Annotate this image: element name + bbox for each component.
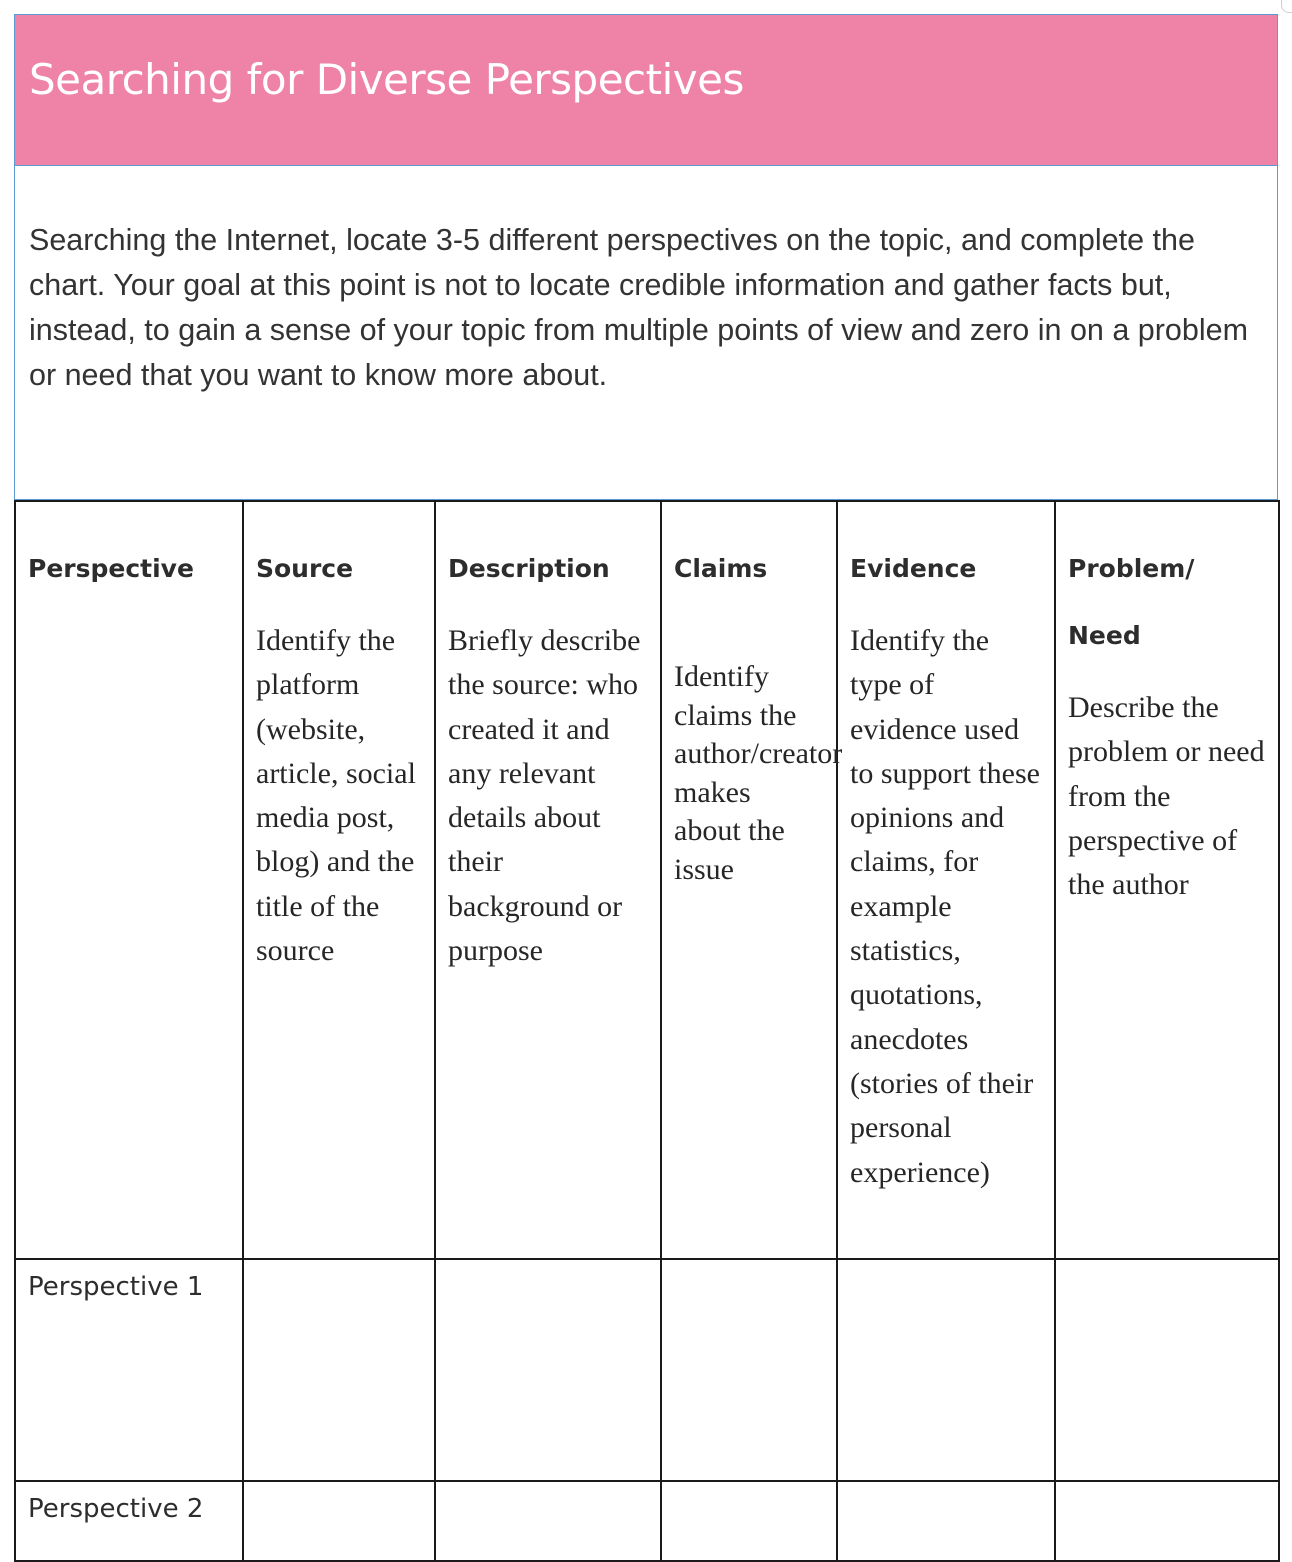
description-input-cell[interactable] [435, 1481, 661, 1561]
title-banner [14, 14, 1278, 166]
header-description: Description [448, 554, 610, 583]
claims-input-cell[interactable] [661, 1259, 837, 1481]
instructions-text: Searching the Internet, locate 3-5 different perspectives on the topic, and complete the chart. Your goal at this point is not to locate credible information and gather facts but, instead, to gain a sense of your topic from multiple points of view and zero in on a problem or need that you want to know more about. [29, 223, 1248, 392]
document [14, 14, 1278, 1562]
source-input-cell[interactable] [243, 1259, 435, 1481]
header-cell-problem [1055, 501, 1279, 1259]
header-row [15, 501, 1279, 1259]
header-claims: Claims [674, 554, 768, 583]
claims-input-cell[interactable] [661, 1481, 837, 1561]
instructions-box [14, 166, 1278, 500]
row-label-cell [15, 1481, 243, 1561]
header-problem-line1: Problem/ [1068, 554, 1195, 583]
claims-instructions: Identify claims the author/creator makes about the issue [674, 660, 843, 886]
table-row [15, 1259, 1279, 1481]
header-evidence: Evidence [850, 554, 977, 583]
header-cell-perspective [15, 501, 243, 1259]
header-cell-claims [661, 501, 843, 1259]
header-problem-line2: Need [1068, 621, 1141, 650]
perspectives-chart [14, 500, 1280, 1562]
row-label-cell [15, 1259, 243, 1481]
header-cell-evidence [837, 501, 1055, 1259]
evidence-input-cell[interactable] [837, 1259, 1055, 1481]
table-row [15, 1481, 1279, 1561]
source-input-cell[interactable] [243, 1481, 435, 1561]
row-label: Perspective 2 [28, 1494, 204, 1524]
problem-input-cell[interactable] [1055, 1481, 1279, 1561]
evidence-input-cell[interactable] [837, 1481, 1055, 1561]
header-source: Source [256, 554, 354, 583]
header-cell-description [435, 501, 661, 1259]
header-cell-source [243, 501, 435, 1259]
problem-instructions: Describe the problem or need from the perspective of the author [1068, 691, 1265, 902]
source-instructions: Identify the platform (website, article, social media post, blog) and the title of the source [256, 624, 416, 968]
description-input-cell[interactable] [435, 1259, 661, 1481]
description-instructions: Briefly describe the source: who created it and any relevant details about their background or purpose [448, 624, 641, 968]
problem-input-cell[interactable] [1055, 1259, 1279, 1481]
header-perspective: Perspective [28, 554, 194, 583]
page-corner-decoration [1281, 0, 1292, 13]
evidence-instructions: Identify the type of evidence used to support these opinions and claims, for example statistics, quotations, anecdotes (stories of their personal experience) [850, 624, 1040, 1189]
page-title: Searching for Diverse Perspectives [29, 54, 744, 104]
row-label: Perspective 1 [28, 1272, 204, 1302]
